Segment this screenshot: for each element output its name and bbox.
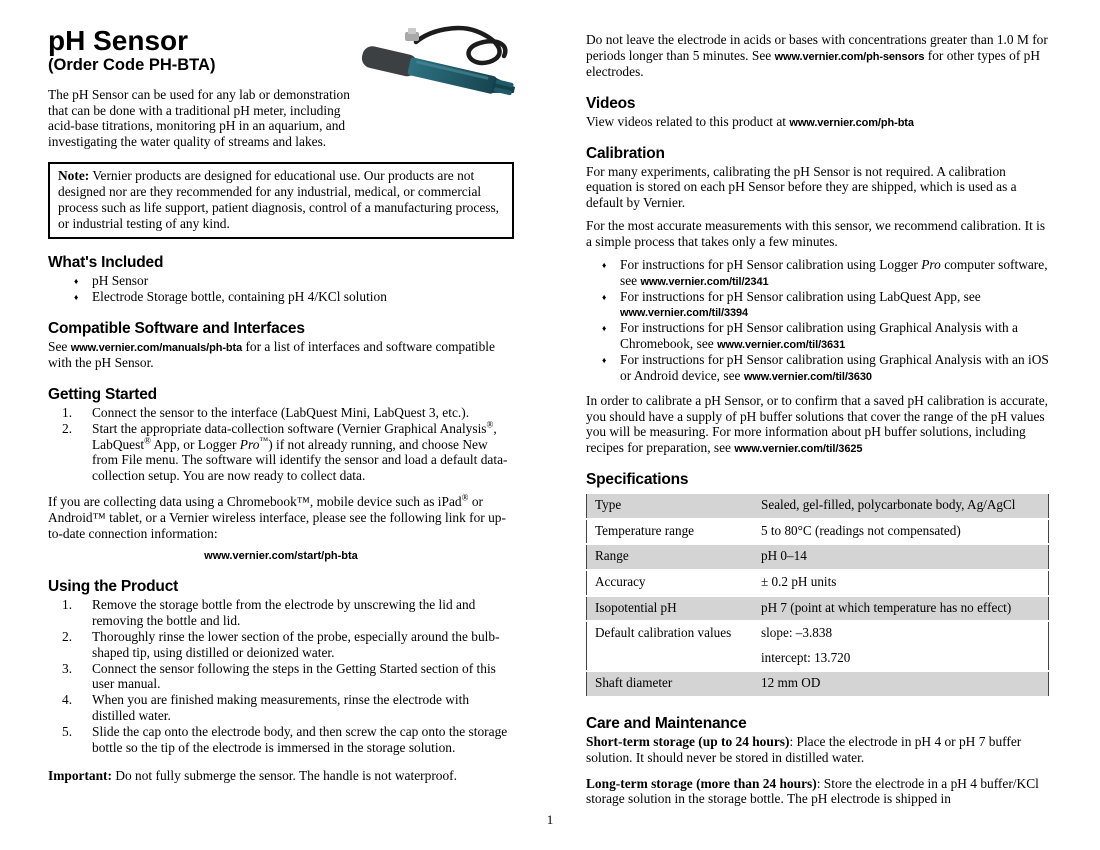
note-box (48, 162, 514, 239)
intro-text: The pH Sensor can be used for any lab or demonstration that can be done with a traditional pH meter, including acid-base titrations, monitoring pH in an aquarium, and investigating the water quality of streams and lakes. (48, 86, 350, 150)
table-row (587, 596, 1049, 622)
list-item: Remove the storage bottle from the electrode by unscrewing the lid and removing the bottle and lid. (92, 597, 476, 629)
spec-value-line: slope: –3.838 (761, 625, 833, 641)
url-text: www.vernier.com/til/3394 (620, 307, 749, 320)
spec-label: Accuracy (595, 574, 646, 590)
heading-calibration: Calibration (586, 144, 665, 162)
table-row (587, 621, 1049, 671)
table-row (587, 544, 1049, 570)
spec-value-line: intercept: 13.720 (761, 649, 851, 665)
spec-value-line: pH 7 (point at which temperature has no effect) (761, 599, 1012, 615)
list-item: ♦ For instructions for pH Sensor calibration using LabQuest App, see www.vernier.com/til/3394 (620, 289, 1049, 321)
specifications-table-body (587, 493, 1049, 697)
url-text: www.vernier.com/til/3630 (743, 370, 872, 383)
image-wrap-spacer (354, 87, 514, 123)
list-item: Connect the sensor to the interface (LabQuest Mini, LabQuest 3, etc.). (92, 404, 470, 420)
left-column (48, 26, 514, 790)
chromebook-paragraph: If you are collecting data using a Chromebook™, mobile device such as iPad® or Android™ tablet, or a Vernier wireless interface, please see the following link for up-to-date connection information: (48, 492, 506, 541)
calibration-links-list (586, 257, 1049, 384)
heading-compatible-software: Compatible Software and Interfaces (48, 320, 305, 338)
table-row (587, 493, 1049, 519)
right-column (586, 32, 1049, 814)
list-item: ♦ For instructions for pH Sensor calibration using Graphical Analysis with a Chromebook, see www.vernier.com/til/3631 (620, 320, 1049, 352)
care-short-term-paragraph: Short-term storage (up to 24 hours): Place the electrode in pH 4 or pH 7 buffer solution. It should never be stored in distilled water. (586, 733, 1022, 765)
heading-specifications: Specifications (586, 471, 689, 489)
spec-label: Type (595, 497, 622, 513)
table-row (587, 570, 1049, 596)
url-text: www.vernier.com/manuals/ph-bta (70, 342, 243, 355)
compatible-software-paragraph: See www.vernier.com/manuals/ph-bta for a list of interfaces and software compatible with the pH Sensor. (48, 339, 495, 371)
page-title: pH Sensor (48, 25, 189, 56)
url-text: www.vernier.com/til/2341 (640, 275, 769, 288)
heading-getting-started: Getting Started (48, 385, 157, 403)
calibration-paragraph-1: For many experiments, calibrating the pH Sensor is not required. A calibration equation is stored on each pH Sensor before they are shipped, which is used as a default by Vernier. (586, 163, 1017, 211)
important-paragraph: Important: Do not fully submerge the sensor. The handle is not waterproof. (48, 767, 457, 783)
list-item: ♦ Electrode Storage bottle, containing pH 4/KCl solution (92, 289, 514, 305)
start-url: www.vernier.com/start/ph-bta (204, 550, 358, 563)
videos-paragraph: View videos related to this product at www.vernier.com/ph-bta (586, 113, 914, 129)
heading-videos: Videos (586, 94, 636, 112)
spec-value (753, 596, 1049, 622)
heading-whats-included: What's Included (48, 254, 164, 272)
spec-label: Range (595, 548, 629, 564)
list-item: Slide the cap onto the electrode body, and then screw the cap onto the storage bottle so the tip of the electrode is immersed in the storage solution. (92, 723, 508, 755)
spec-value-line: ± 0.2 pH units (761, 574, 837, 590)
list-item: ♦ For instructions for pH Sensor calibration using Logger Pro computer software, see www.vernier.com/til/2341 (620, 257, 1049, 289)
calibration-paragraph-2: For the most accurate measurements with this sensor, we recommend calibration. It is a simple process that takes only a few minutes. (586, 218, 1046, 249)
using-product-list (48, 597, 514, 755)
heading-using-product: Using the Product (48, 578, 179, 596)
spec-label: Shaft diameter (595, 675, 673, 691)
table-row (587, 671, 1049, 697)
url-text: www.vernier.com/til/3625 (734, 443, 863, 456)
list-item: When you are finished making measurements, rinse the electrode with distilled water. (92, 692, 470, 724)
spec-value (753, 621, 1049, 671)
spec-value-line: 5 to 80°C (readings not compensated) (761, 522, 961, 538)
page-number: 1 (546, 812, 554, 827)
list-item: Connect the sensor following the steps in the Getting Started section of this user manual. (92, 660, 496, 692)
spec-value (753, 671, 1049, 697)
url-text: www.vernier.com/ph-bta (789, 116, 914, 129)
spec-value (753, 570, 1049, 596)
spec-value (753, 519, 1049, 545)
table-row (587, 519, 1049, 545)
spec-value (753, 493, 1049, 519)
whats-included-list (48, 273, 514, 305)
spec-label: Isopotential pH (595, 599, 677, 615)
calibration-paragraph-3: In order to calibrate a pH Sensor, or to confirm that a saved pH calibration is accurate, you should have a supply of pH buffer solutions that cover the range of the pH values you will be measuring. For more information about pH buffer solutions, including recipes for preparation, see www.vernier.com/til/3625 (586, 392, 1049, 456)
spec-label: Temperature range (595, 522, 695, 538)
order-code: (Order Code PH-BTA) (48, 56, 216, 75)
note-text: Note: Vernier products are designed for educational use. Our products are not designed nor are they recommended for any industrial, medical, or commercial process such as life support, patient diagnosis, control of a manufacturing process, or industrial testing of any kind. (58, 168, 500, 231)
header (48, 26, 514, 76)
spec-value-line: pH 0–14 (761, 548, 807, 564)
acid-warning-paragraph: Do not leave the electrode in acids or bases with concentrations greater than 1.0 M for periods longer than 5 minutes. See www.vernier.com/ph-sensors for other types of pH electrodes. (586, 32, 1048, 79)
spec-label: Default calibration values (595, 625, 732, 641)
list-item: Start the appropriate data-collection software (Vernier Graphical Analysis®, LabQuest® App, or Logger Pro™) if not already running, and choose New from File menu. The software will identify the sensor and load a default data-collection setup. You are now ready to collect data. (92, 419, 508, 484)
spec-value-line: 12 mm OD (761, 675, 821, 691)
spec-value-line: Sealed, gel-filled, polycarbonate body, Ag/AgCl (761, 497, 1016, 513)
intro-paragraph (48, 87, 514, 150)
list-item: Thoroughly rinse the lower section of the probe, especially around the bulb-shaped tip, using distilled or deionized water. (92, 629, 500, 660)
list-item: ♦ For instructions for pH Sensor calibration using Graphical Analysis with an iOS or Android device, see www.vernier.com/til/3630 (620, 352, 1049, 384)
list-item: ♦ pH Sensor (92, 273, 514, 289)
url-text: www.vernier.com/til/3631 (717, 339, 846, 352)
care-long-term-paragraph: Long-term storage (more than 24 hours): Store the electrode in a pH 4 buffer/KCl storage solution in the storage bottle. The pH electrode is shipped in (586, 775, 1039, 807)
specifications-table (586, 492, 1049, 698)
getting-started-list (48, 405, 514, 484)
spec-value (753, 544, 1049, 570)
url-text: www.vernier.com/ph-sensors (774, 50, 925, 63)
heading-care-maintenance: Care and Maintenance (586, 714, 747, 732)
